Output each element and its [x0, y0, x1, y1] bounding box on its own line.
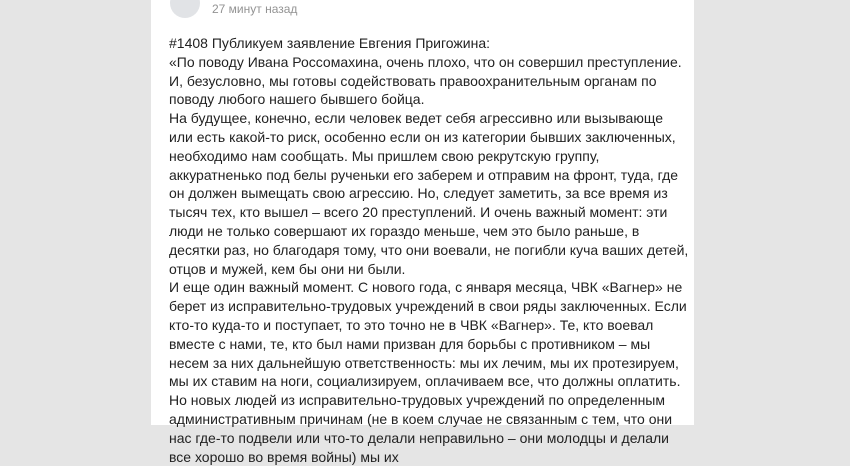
- post-paragraph-2: На будущее, конечно, если человек ведет себя агрессивно или вызывающе или есть какой-то риск, особенно если он из категории бывших заключенных, необходимо нам сообщать. Мы пришлем свою рекрутскую группу, аккуратненько под белы рученьки его заберем и отправим на фронт, туда, где он должен вымещать свою агрессию. Но, следует заметить, за все время из тысяч тех, кто вышел – всего 20 преступлений. И очень важный момент: эти люди не только совершают их гораздо меньше, чем это было раньше, в десятки раз, но благодаря тому, что они воевали, не погибли куча ваших детей, отцов и мужей, кем бы они ни были.: [169, 110, 689, 277]
- post-paragraph-3: И еще один важный момент. С нового года, с января месяца, ЧВК «Вагнер» не берет из исправительно-трудовых учреждений в свои ряды заключенных. Если кто-то куда-то и поступает, то это точно не в ЧВК «Вагнер». Те, кто воевал вместе с нами, те, кто был нами призван для борьбы с противником – мы несем за них дальнейшую ответственность: мы их лечим, мы их протезируем, мы их ставим на ноги, социализируем, оплачиваем все, что должны оплатить. Но новых людей из исправительно-трудовых учреждений по определенным административным причинам (не в коем случае не связанным с тем, что они нас где-то подвели или что-то делали неправильно – они молодцы и делали все хорошо во время войны) мы их: [169, 279, 687, 465]
- post-timestamp[interactable]: 27 минут назад: [212, 2, 298, 16]
- post-text: [169, 34, 689, 466]
- post-paragraph-intro: #1408 Публикуем заявление Евгения Пригожина:: [169, 35, 491, 51]
- author-avatar[interactable]: [170, 0, 200, 18]
- post-paragraph-1: «По поводу Ивана Россомахина, очень плохо, что он совершил преступление. И, безусловно, мы готовы содействовать правоохранительным органам по поводу любого нашего бывшего бойца.: [169, 53, 682, 108]
- post-header: [170, 0, 297, 18]
- post-card: [151, 0, 694, 465]
